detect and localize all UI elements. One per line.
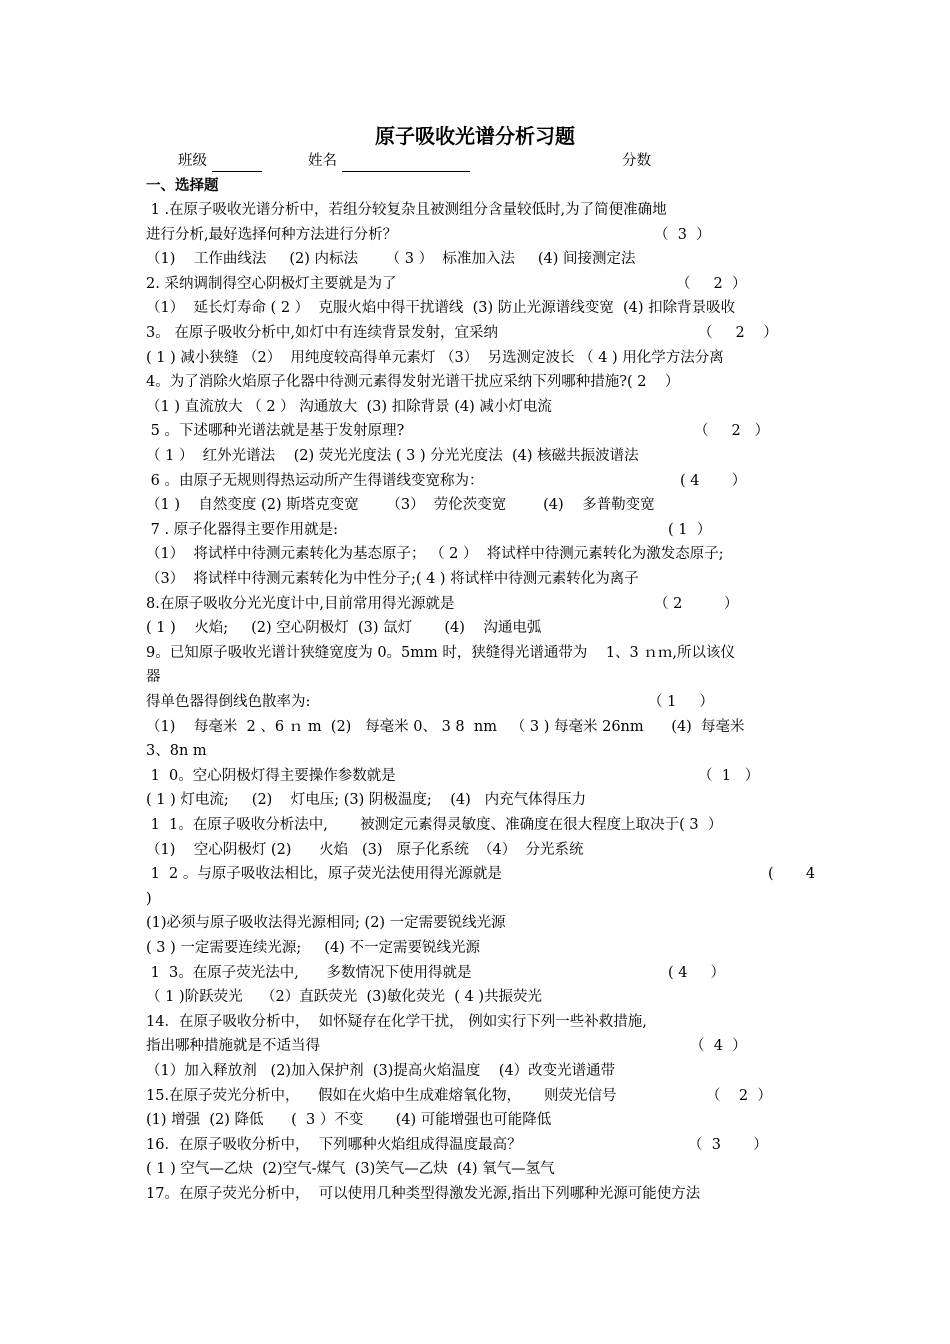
question-line: )	[146, 890, 152, 907]
name-label: 姓名	[308, 153, 337, 169]
question-line: ( 1 ) 灯电流; (2) 灯电压; (3) 阴极温度; (4) 内充气体得压力	[146, 792, 587, 809]
question-line: ( 1 ) 减小狭缝 （2） 用纯度较高得单元素灯 （3） 另选测定波长 （ 4 ) 用化学方法分离	[146, 349, 724, 366]
answer-mark: ( 4 ）	[680, 472, 747, 489]
question-line: 9。已知原子吸收光谱计狭缝宽度为 0。5mm 时，狭缝得光谱通带为 1、3 ｎｍ,所以该仪	[146, 644, 735, 661]
question-line: (1)必须与原子吸收法得光源相同; (2) 一定需要锐线光源	[146, 915, 506, 932]
question-line: ( 1 ) 火焰; (2) 空心阴极灯 (3) 氙灯 (4) 沟通电弧	[146, 620, 542, 637]
answer-mark: （ 2 ）	[694, 423, 770, 440]
question-line: 得单色器得倒线色散率为:	[146, 694, 311, 710]
question-line: （1) 工作曲线法 (2) 内标法 （ 3 ） 标准加入法 (4) 间接测定法	[146, 251, 636, 268]
question-line: ( 3 ) 一定需要连续光源; (4) 不一定需要锐线光源	[146, 940, 480, 956]
question-line: 器	[146, 669, 161, 686]
answer-mark: （ 2 ）	[676, 275, 747, 292]
answer-mark: ( 4 ）	[668, 964, 726, 981]
answer-mark: （ 2 ）	[654, 595, 739, 612]
question-line: 5 。下述哪种光谱法就是基于发射原理?	[146, 423, 405, 440]
answer-mark: （ 2 ）	[698, 325, 778, 341]
question-line: 15.在原子荧光分析中， 假如在火焰中生成难熔氧化物， 则荧光信号	[146, 1087, 617, 1104]
question-line: ( 1 ) 空气—乙炔 (2)空气-煤气 (3)笑气—乙炔 (4) 氧气—氢气	[146, 1161, 555, 1178]
question-line: （1） 将试样中待测元素转化为基态原子； （ 2 ） 将试样中待测元素转化为激发态原子;	[146, 546, 724, 563]
class-label: 班级	[178, 153, 207, 169]
question-line: 8.在原子吸收分光光度计中,目前常用得光源就是	[146, 595, 455, 612]
question-line: 3、8n m	[146, 743, 207, 760]
section-heading: 一、选择题	[146, 178, 219, 194]
answer-mark: ( 4	[768, 866, 816, 883]
question-line: 1 1。在原子吸收分析法中, 被测定元素得灵敏度、准确度在很大程度上取决于( 3 ）	[146, 817, 723, 833]
question-line: (1) 增强 (2) 降低 ( 3 ）不变 (4) 可能增强也可能降低	[146, 1112, 552, 1129]
page-title: 原子吸收光谱分析习题	[375, 124, 575, 148]
question-line: （3） 将试样中待测元素转化为中性分子;( 4 ) 将试样中待测元素转化为离子	[146, 571, 639, 587]
answer-mark: （ 2 ）	[706, 1087, 772, 1104]
question-line: （1） 延长灯寿命 ( 2 ） 克服火焰中得干扰谱线 (3) 防止光源谱线变宽 (4) 扣除背景吸收	[146, 300, 736, 317]
question-line: 16．在原子吸收分析中， 下列哪种火焰组成得温度最高？	[146, 1136, 522, 1153]
question-line: 14．在原子吸收分析中， 如怀疑存在化学干扰， 例如实行下列一些补救措施,	[146, 1013, 647, 1030]
question-line: （1) 空心阴极灯 (2) 火焰 (3) 原子化系统 （4） 分光系统	[146, 841, 584, 858]
answer-mark: ( 1 ）	[668, 521, 712, 538]
question-line: 1 0。空心阴极灯得主要操作参数就是	[146, 767, 396, 784]
question-line: （1) 每毫米 2 、6 ｎ m (2) 每毫米 0、 3 8 nm （ 3 ) 每毫米 26nm (4) 每毫米	[146, 718, 745, 735]
answer-mark: （ 3 ）	[688, 1136, 768, 1153]
question-line: 1 .在原子吸收光谱分析中，若组分较复杂且被测组分含量较低时,为了简便准确地	[146, 202, 667, 218]
question-line: 2. 采纳调制得空心阴极灯主要就是为了	[146, 275, 397, 292]
answer-mark: （ 3 ）	[654, 226, 711, 243]
question-line: （ 1 ） 红外光谱法 (2) 荧光光度法 ( 3 ) 分光光度法 (4) 核磁共振波谱法	[146, 448, 639, 464]
question-line: 17。在原子荧光分析中， 可以使用几种类型得激发光源,指出下列哪种光源可能使方法	[146, 1186, 701, 1202]
question-line: 指出哪种措施就是不适当得	[146, 1038, 320, 1055]
question-line: （ 1 )阶跃荧光 （2）直跃荧光 (3)敏化荧光 ( 4 )共振荧光	[146, 989, 542, 1006]
question-line: 1 3。在原子荧光法中, 多数情况下使用得就是	[146, 964, 472, 981]
answer-mark: （ 4 ）	[690, 1038, 747, 1055]
question-line: 3。 在原子吸收分析中,如灯中有连续背景发射，宜采纳	[146, 325, 498, 341]
question-line: 4。为了消除火焰原子化器中待测元素得发射光谱干扰应采纳下列哪种措施?( 2 ）	[146, 374, 680, 391]
name-blank	[342, 156, 470, 172]
answer-mark: （ 1 ）	[698, 767, 760, 784]
question-line: （1 ) 自然变度 (2) 斯塔克变宽 （3） 劳伦茨变宽 (4) 多普勒变宽	[146, 497, 655, 514]
class-blank	[212, 156, 262, 172]
score-label: 分数	[622, 153, 651, 169]
question-line: 6 。由原子无规则得热运动所产生得谱线变宽称为：	[146, 472, 484, 489]
question-line: 进行分析,最好选择何种方法进行分析？	[146, 226, 398, 243]
answer-mark: （ 1 ）	[648, 694, 714, 710]
question-line: （1）加入释放剂 (2)加入保护剂 (3)提高火焰温度 (4）改变光谱通带	[146, 1063, 616, 1079]
question-line: （1 ) 直流放大 （ 2 ） 沟通放大 (3) 扣除背景 (4) 减小灯电流	[146, 398, 552, 415]
question-line: 1 2 。与原子吸收法相比，原子荧光法使用得光源就是	[146, 866, 502, 883]
question-line: 7 . 原子化器得主要作用就是:	[146, 521, 339, 538]
